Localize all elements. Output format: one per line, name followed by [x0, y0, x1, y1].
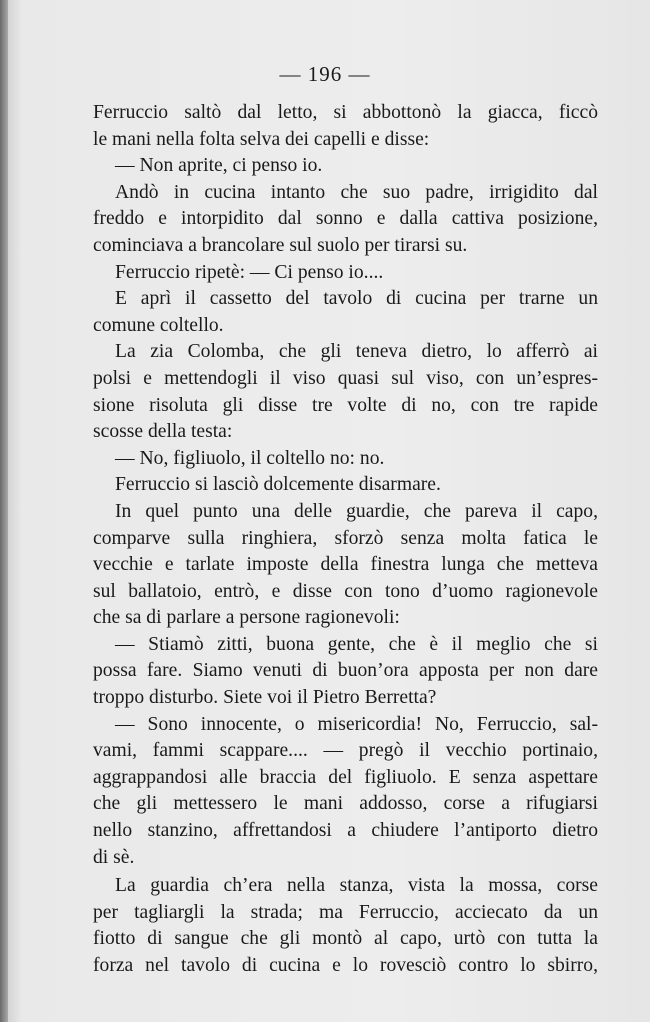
- text-line: le mani nella folta selva dei capelli e disse:: [93, 128, 430, 150]
- text-line: comune coltello.: [93, 314, 224, 336]
- text-line: Ferruccio saltò dal letto, si abbottonò la giacca, ficcò: [93, 102, 598, 123]
- text-line: vami, fammi scappare.... — pregò il vecchio portinaio,: [93, 740, 598, 762]
- body-text: [93, 100, 598, 980]
- text-line: che sa di parlare a persone ragionevoli:: [93, 607, 400, 629]
- text-line: che gli mettessero le mani addosso, corse a rifugiarsi: [93, 793, 598, 815]
- text-line: La zia Colomba, che gli teneva dietro, lo afferrò ai: [115, 341, 598, 363]
- text-line: comparve sulla ringhiera, sforzò senza molta fatica le: [93, 527, 598, 549]
- text-line: aggrappandosi alle braccia del figliuolo. E senza aspettare: [93, 766, 598, 788]
- text-line: — Stiamò zitti, buona gente, che è il meglio che si: [115, 633, 598, 655]
- text-line: freddo e intorpidito dal sonno e dalla cattiva posizione,: [93, 208, 598, 230]
- text-line: Ferruccio si lasciò dolcemente disarmare.: [115, 474, 441, 496]
- text-line: vecchie e tarlate imposte della finestra lunga che metteva: [93, 554, 598, 576]
- text-line: Andò in cucina intanto che suo padre, irrigidito dal: [115, 181, 598, 203]
- page-number: — 196 —: [279, 62, 371, 86]
- text-line: scosse della testa:: [93, 421, 233, 443]
- text-line: fiotto di sangue che gli montò al capo, urtò con tutta la: [93, 928, 598, 950]
- text-line: nello stanzino, affrettandosi a chiudere l’antiporto dietro: [93, 820, 598, 842]
- text-line: cominciava a brancolare sul suolo per tirarsi su.: [93, 234, 468, 256]
- text-line: In quel punto una delle guardie, che pareva il capo,: [115, 500, 598, 522]
- text-line: — Sono innocente, o misericordia! No, Ferruccio, sal-: [115, 713, 598, 735]
- text-line: forza nel tavolo di cucina e lo rovesciò contro lo sbirro,: [93, 955, 598, 976]
- text-line: sul ballatoio, entrò, e disse con tono d’uomo ragionevole: [93, 580, 598, 602]
- text-line: possa fare. Siamo venuti di buon’ora apposta per non dare: [93, 660, 598, 682]
- text-line: troppo disturbo. Siete voi il Pietro Berretta?: [93, 687, 437, 709]
- text-line: Ferruccio ripetè: — Ci penso io....: [115, 261, 384, 283]
- text-line: — Non aprite, ci penso io.: [115, 155, 323, 177]
- text-line: La guardia ch’era nella stanza, vista la mossa, corse: [115, 875, 598, 897]
- text-line: per tagliargli la strada; ma Ferruccio, acciecato da un: [93, 901, 598, 923]
- page-spine-shadow: [0, 0, 8, 1022]
- text-line: E aprì il cassetto del tavolo di cucina per trarne un: [115, 288, 598, 310]
- text-line: polsi e mettendogli il viso quasi sul viso, con un’espres-: [93, 367, 598, 389]
- text-line: — No, figliuolo, il coltello no: no.: [115, 447, 385, 469]
- text-line: di sè.: [93, 846, 135, 868]
- text-line: sione risoluta gli disse tre volte di no, con tre rapide: [93, 394, 598, 416]
